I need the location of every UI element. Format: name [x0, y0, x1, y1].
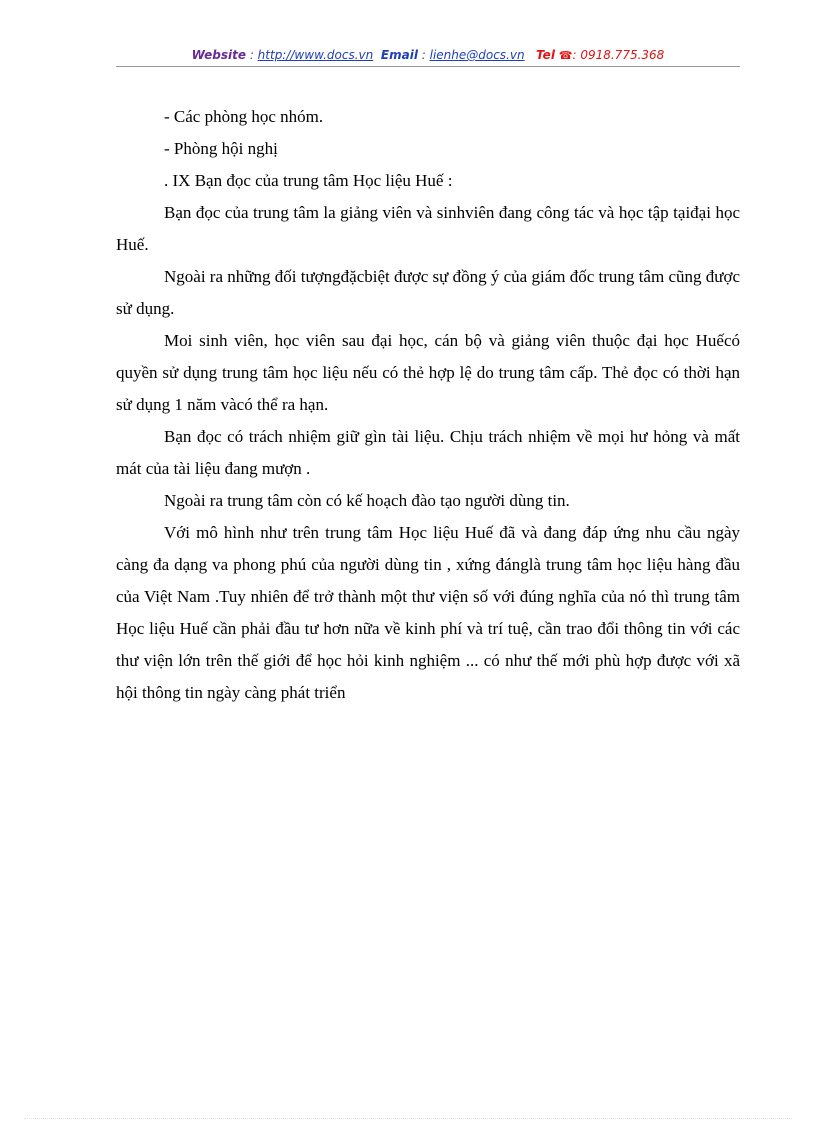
body-paragraph-6: Bạn đọc có trách nhiệm giữ gìn tài liệu. Chịu trách nhiệm về mọi hư hỏng và mất mát của tài liệu đang mượn .: [116, 427, 740, 478]
body-paragraph-4: Ngoài ra những đối tượngđặcbiệt được sự đồng ý của giám đốc trung tâm cũng được sử dụng.: [116, 267, 740, 318]
website-link[interactable]: http://www.docs.vn: [257, 48, 374, 62]
body-paragraph-5: Moi sinh viên, học viên sau đại học, cán bộ và giảng viên thuộc đại học Huếcó quyền sử dụng trung tâm học liệu nếu có thẻ hợp lệ do trung tâm cấp. Thẻ đọc có thời hạn sử dụng 1 năm vàcó thể ra hạn.: [116, 331, 740, 414]
body-paragraph-7: Ngoài ra trung tâm còn có kế hoạch đào tạo người dùng tin.: [164, 491, 570, 510]
page-header: [116, 47, 740, 64]
email-label: Email: [380, 48, 418, 62]
website-colon: :: [246, 48, 258, 62]
page-bottom-border: [24, 1118, 792, 1119]
phone-icon: ☎: [558, 49, 573, 62]
website-label: Website: [191, 48, 246, 62]
body-paragraph-3: Bạn đọc của trung tâm la giảng viên và sinhviên đang công tác và học tập tạiđại học Huế.: [116, 203, 740, 254]
body-paragraph-2: - Phòng hội nghị: [164, 139, 278, 158]
header-divider: [116, 66, 740, 67]
tel-label: Tel: [536, 48, 555, 62]
body-paragraph-1: - Các phòng học nhóm.: [164, 107, 324, 126]
body-paragraph-8: Với mô hình như trên trung tâm Học liệu Huế đã và đang đáp ứng nhu cầu ngày càng đa dạng va phong phú của người dùng tin , xứng đánglà trung tâm học liệu hàng đầu của Việt Nam .Tuy nhiên để trở thành một thư viện số với đúng nghĩa của nó thì trung tâm Học liệu Huế cần phải đầu tư hơn nữa về kinh phí và trí tuệ, cần trao đổi thông tin với các thư viện lớn trên thế giới để học hỏi kinh nghiệm ... có như thế mới phù hợp được với xã hội thông tin ngày càng phát triển: [116, 523, 740, 702]
document-body: [116, 101, 740, 709]
email-colon: :: [417, 48, 430, 62]
section-heading: . IX Bạn đọc của trung tâm Học liệu Huế :: [164, 171, 453, 190]
phone-number: : 0918.775.368: [572, 48, 665, 62]
email-link[interactable]: lienhe@docs.vn: [429, 48, 525, 62]
